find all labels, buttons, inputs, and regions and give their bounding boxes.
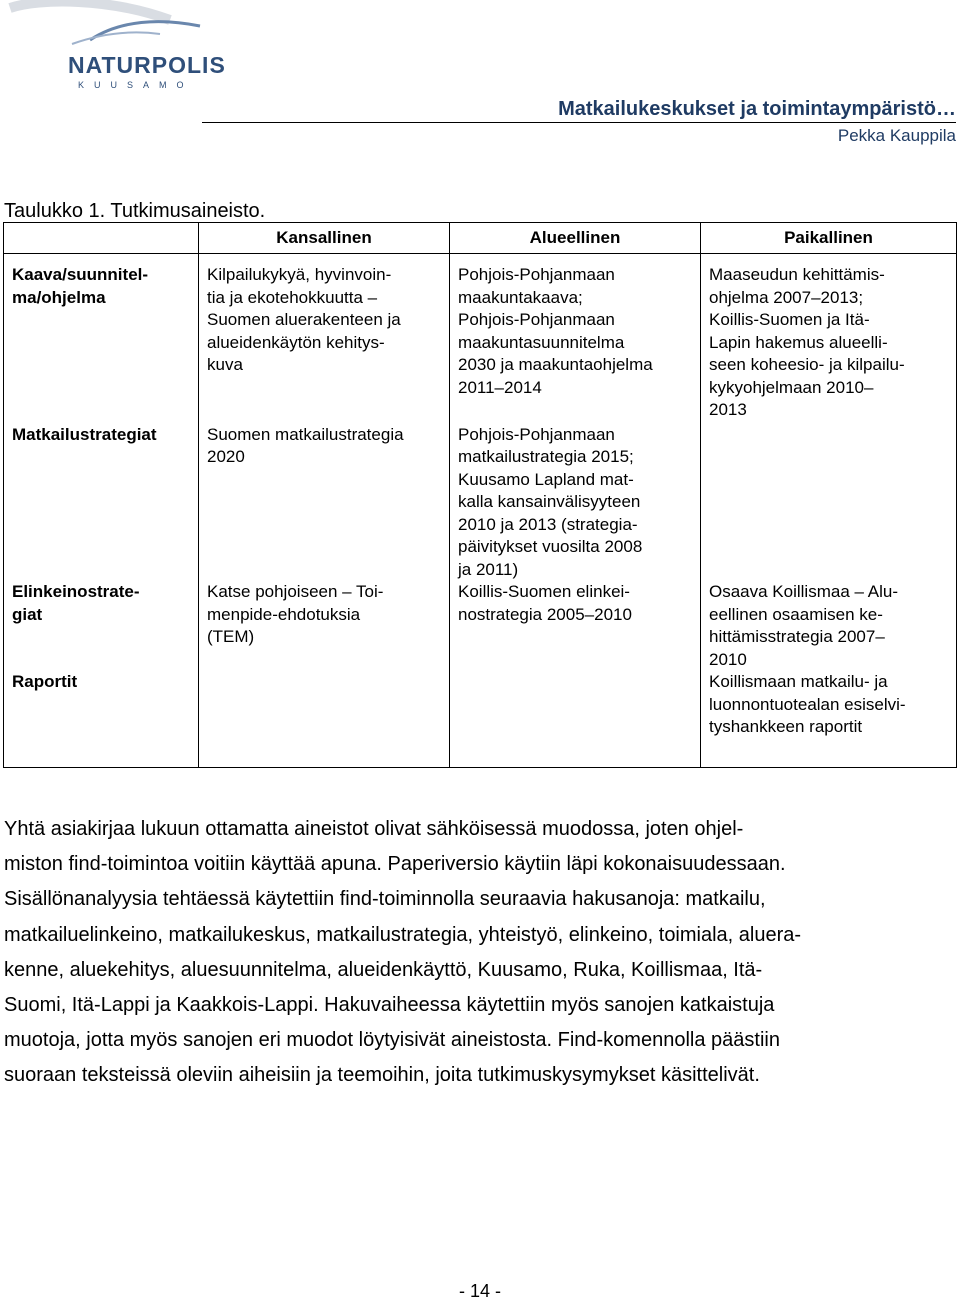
logo-subtitle: KUUSAMO bbox=[78, 80, 194, 90]
cell-kansallinen bbox=[199, 671, 450, 767]
cell-alueellinen bbox=[450, 671, 701, 767]
header-author: Pekka Kauppila bbox=[837, 126, 956, 145]
cell-kansallinen: Katse pohjoiseen – Toi- menpide-ehdotuksia (TEM) bbox=[199, 581, 450, 671]
cell-paikallinen: Osaava Koillismaa – Alu- eellinen osaamisen ke- hittämisstrategia 2007– 2010 bbox=[701, 581, 957, 671]
cell-kansallinen: Suomen matkailustrategia 2020 bbox=[199, 422, 450, 582]
cell-kansallinen: Kilpailukykyä, hyvinvoin- tia ja ekotehokkuutta – Suomen aluerakenteen ja alueidenkäytön kehitys- kuva bbox=[199, 264, 450, 422]
header-divider bbox=[202, 122, 956, 123]
cell-paikallinen: Koillismaan matkailu- ja luonnontuotealan esiselvi- tyshankkeen raportit bbox=[701, 671, 957, 767]
table-row bbox=[4, 671, 957, 767]
table-header-row bbox=[4, 223, 957, 254]
cell-alueellinen: Pohjois-Pohjanmaan maakuntakaava; Pohjois-Pohjanmaan maakuntasuunnitelma 2030 ja maakuntaohjelma 2011–2014 bbox=[450, 264, 701, 422]
header-kansallinen: Kansallinen bbox=[199, 223, 450, 254]
header-empty-cell bbox=[4, 223, 199, 254]
row-label: Matkailustrategiat bbox=[4, 422, 199, 582]
header-title: Matkailukeskukset ja toimintaympäristö… bbox=[558, 98, 956, 120]
cell-paikallinen bbox=[701, 422, 957, 582]
header-paikallinen: Paikallinen bbox=[701, 223, 957, 254]
cell-alueellinen: Pohjois-Pohjanmaan matkailustrategia 2015; Kuusamo Lapland mat- kalla kansainvälisyyteen 2010 ja 2013 (strategia- päivitykset vuosilta 2008 ja 2011) bbox=[450, 422, 701, 582]
research-material-table bbox=[3, 222, 957, 768]
table-caption: Taulukko 1. Tutkimusaineisto. bbox=[4, 200, 266, 222]
cell-paikallinen: Maaseudun kehittämis- ohjelma 2007–2013; Koillis-Suomen ja Itä- Lapin hakemus alueelli- seen koheesio- ja kilpailu- kykyohjelmaan 2010– 2013 bbox=[701, 264, 957, 422]
row-label: Kaava/suunnitel- ma/ohjelma bbox=[4, 264, 199, 422]
body-paragraph: Yhtä asiakirjaa lukuun ottamatta aineistot olivat sähköisessä muodossa, joten ohjel- miston find-toimintoa voitiin käyttää apuna. Paperiversio käytiin läpi kokonaisuudessaan. Sisällönanalyysia tehtäessä käytettiin find-toiminnolla seuraavia hakusanoja: matkailu, matkailuelinkeino, matkailukeskus, matkailustrategia, yhteistyö, elinkeino, toimiala, aluera- kenne, aluekehitys, aluesuunnitelma, alueidenkäyttö, Kuusamo, Ruka, Koillismaa, Itä- Suomi, Itä-Lappi ja Kaakkois-Lappi. Hakuvaiheessa käytettiin myös sanojen katkaistuja muotoja, jotta myös sanojen eri muodot löytyisivät aineistosta. Find-komennolla päästiin suoraan teksteissä oleviin aiheisiin ja teemoihin, joita tutkimuskysymykset käsittelivät. bbox=[4, 818, 802, 1087]
page-number: - 14 - bbox=[458, 1281, 501, 1301]
header-alueellinen: Alueellinen bbox=[450, 223, 701, 254]
table-row bbox=[4, 581, 957, 671]
cell-alueellinen: Koillis-Suomen elinkei- nostrategia 2005–2010 bbox=[450, 581, 701, 671]
row-label: Elinkeinostrate- giat bbox=[4, 581, 199, 671]
table-row bbox=[4, 422, 957, 582]
row-label: Raportit bbox=[4, 671, 199, 767]
naturpolis-logo bbox=[0, 0, 226, 100]
logo-name: NATURPOLIS bbox=[68, 52, 226, 78]
table-row bbox=[4, 264, 957, 422]
